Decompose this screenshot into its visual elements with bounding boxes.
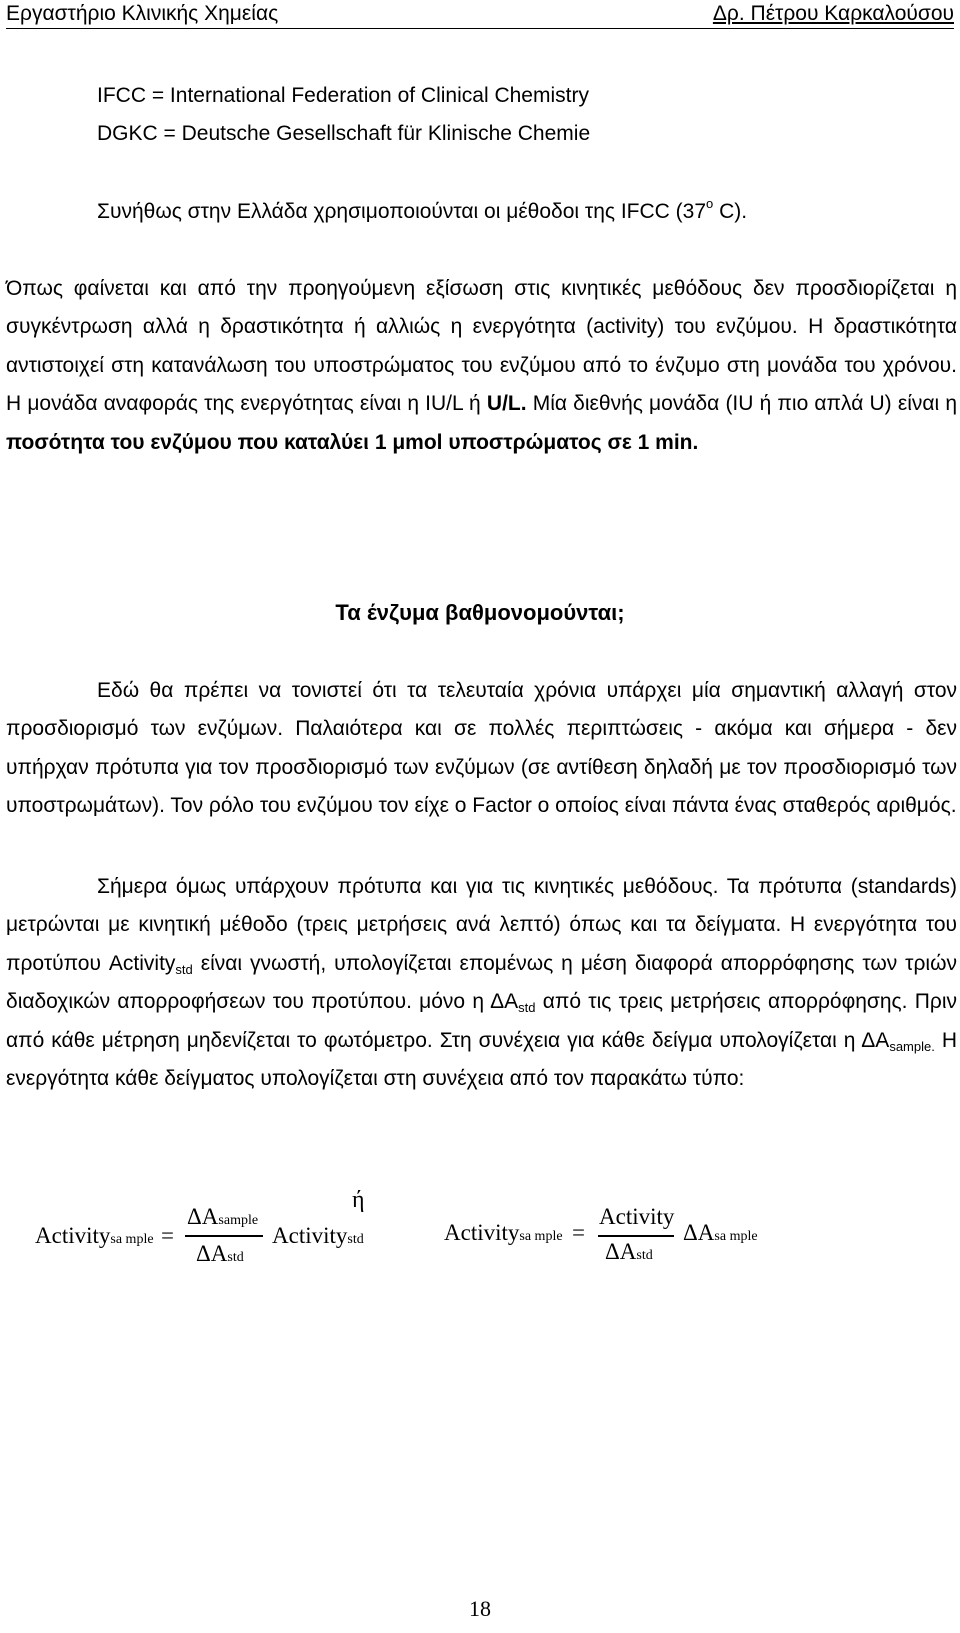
formula2-activity: Activitysa mple [444,1220,563,1245]
formula-or: ή [352,1187,365,1213]
abbreviation-dgkc: DGKC = Deutsche Gesellschaft für Klinische Chemie [97,122,591,145]
header-author: Δρ. Πέτρου Καρκαλούσου [712,2,954,25]
section-heading: Τα ένζυμα βαθμονομούνται; [335,600,625,625]
page-number: 18 [469,1596,491,1621]
usage-note: Συνήθως στην Ελλάδα χρησιμοποιούνται οι μέθοδοι της IFCC (37$^o$ C). [97,196,748,223]
page-header [6,0,954,29]
formula1-activity-std: Activitystd [272,1223,364,1248]
abbreviation-ifcc: IFCC = International Federation of Clinical Chemistry [97,84,589,107]
formula2-numerator: Activity [599,1204,675,1229]
formula1-numerator: ΔAsample [187,1204,259,1229]
formula2-denominator: ΔAstd [605,1239,653,1264]
formula1-denominator: ΔAstd [196,1241,244,1266]
formula1-equals: = [161,1223,174,1248]
formula1-fraction-bar [185,1235,263,1237]
formula2-delta-sample: ΔAsa mple [683,1220,758,1245]
calibration-paragraph: Εδώ θα πρέπει να τονιστεί ότι τα τελευταία χρόνια υπάρχει μία σημαντική αλλαγή στον προσδιορισμό των ενζύμων. Παλαιότερα και σε πολλές περιπτώσεις - ακόμα και σήμερα - δεν υπήρχαν πρότυπα για τον προσδιορισμό των ενζύμων (σε αντίθεση δηλαδή με τον προσδιορισμό των υποστρωμάτων). Τον ρόλο του ενζύμου τον είχε ο Factor ο οποίος είναι πάντα ένας σταθερός αριθμός. [6,679,957,818]
standards-paragraph: Σήμερα όμως υπάρχουν πρότυπα και για τις κινητικές μεθόδους. Τα πρότυπα (standards) μετρώνται με κινητική μέθοδο (τρεις μετρήσεις ανά λεπτό) όπως και τα δείγματα. Η ενεργότητα του προτύπου Activity$_{std}$ είναι γνωστή, υπολογίζεται επομένως η μέση διαφορά απορρόφησης των τριών διαδοχικών απορροφήσεων του προτύπου. μόνο η $\Delta A_{std}$ από τις τρεις μετρήσεις απορρόφησης. Πριν από κάθε μέτρηση μηδενίζεται το φωτόμετρο. Στη συνέχεια για κάθε δείγμα υπολογίζεται η $\Delta A_{sample.}$ Η ενεργότητα κάθε δείγματος υπολογίζεται στη συνέχεια από τον παρακάτω τύπο: [6,875,958,1091]
formula2-fraction-bar [598,1235,674,1237]
header-lab-title: Εργαστήριο Κλινικής Χημείας [6,2,279,25]
formula2-equals: = [572,1220,585,1245]
formula1-activity: Activitysa mple [35,1223,154,1248]
activity-paragraph: Όπως φαίνεται και από την προηγούμενη εξίσωση στις κινητικές μεθόδους δεν προσδιορίζεται η συγκέντρωση αλλά η δραστικότητα ή αλλιώς η ενεργότητα (activity) του ενζύμου. Η δραστικότητα αντιστοιχεί στη κατανάλωση του υποστρώματος του ενζύμου από το ένζυμο στη μονάδα του χρόνου. Η μονάδα αναφοράς της ενεργότητας είναι η IU/L ή U/L. Μία διεθνής μονάδα (IU ή πιο απλά U) είναι η ποσότητα του ενζύμου που καταλύει 1 μmol υποστρώματος σε 1 min. [6,277,957,454]
